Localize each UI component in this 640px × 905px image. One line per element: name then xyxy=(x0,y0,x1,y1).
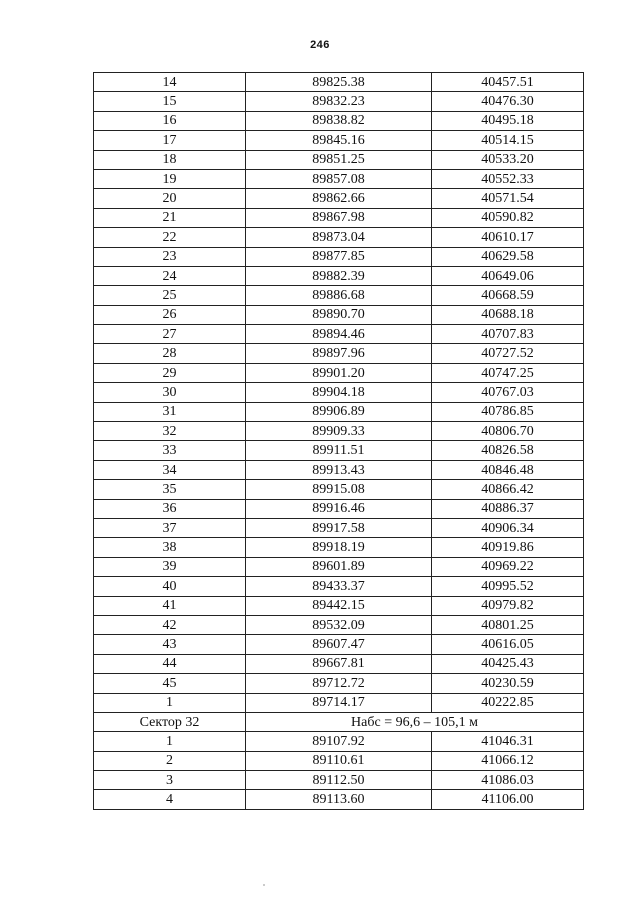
x-coordinate-cell: 89917.58 xyxy=(246,518,432,537)
x-coordinate-cell: 89886.68 xyxy=(246,286,432,305)
y-coordinate-cell: 40846.48 xyxy=(432,460,584,479)
y-coordinate-cell: 40727.52 xyxy=(432,344,584,363)
point-number-cell: 39 xyxy=(94,557,246,576)
y-coordinate-cell: 41066.12 xyxy=(432,751,584,770)
table-row xyxy=(94,266,584,285)
table-row xyxy=(94,73,584,92)
y-coordinate-cell: 40688.18 xyxy=(432,305,584,324)
y-coordinate-cell: 40571.54 xyxy=(432,189,584,208)
x-coordinate-cell: 89911.51 xyxy=(246,441,432,460)
sector-header-row xyxy=(94,712,584,731)
point-number-cell: 34 xyxy=(94,460,246,479)
point-number-cell: 33 xyxy=(94,441,246,460)
point-number-cell: 26 xyxy=(94,305,246,324)
x-coordinate-cell: 89913.43 xyxy=(246,460,432,479)
y-coordinate-cell: 40533.20 xyxy=(432,150,584,169)
point-number-cell: 36 xyxy=(94,499,246,518)
point-number-cell: 32 xyxy=(94,422,246,441)
y-coordinate-cell: 40826.58 xyxy=(432,441,584,460)
y-coordinate-cell: 40801.25 xyxy=(432,615,584,634)
x-coordinate-cell: 89916.46 xyxy=(246,499,432,518)
point-number-cell: 17 xyxy=(94,131,246,150)
x-coordinate-cell: 89904.18 xyxy=(246,383,432,402)
table-row xyxy=(94,363,584,382)
table-row xyxy=(94,131,584,150)
table-row xyxy=(94,92,584,111)
y-coordinate-cell: 40616.05 xyxy=(432,635,584,654)
table-row xyxy=(94,247,584,266)
x-coordinate-cell: 89838.82 xyxy=(246,111,432,130)
x-coordinate-cell: 89442.15 xyxy=(246,596,432,615)
table-row xyxy=(94,499,584,518)
y-coordinate-cell: 40866.42 xyxy=(432,480,584,499)
x-coordinate-cell: 89897.96 xyxy=(246,344,432,363)
point-number-cell: 30 xyxy=(94,383,246,402)
y-coordinate-cell: 40767.03 xyxy=(432,383,584,402)
table-row xyxy=(94,111,584,130)
point-number-cell: 31 xyxy=(94,402,246,421)
table-row xyxy=(94,635,584,654)
table-row xyxy=(94,228,584,247)
point-number-cell: 16 xyxy=(94,111,246,130)
y-coordinate-cell: 40969.22 xyxy=(432,557,584,576)
table-row xyxy=(94,422,584,441)
table-row xyxy=(94,538,584,557)
table-row xyxy=(94,693,584,712)
point-number-cell: 27 xyxy=(94,325,246,344)
y-coordinate-cell: 41106.00 xyxy=(432,790,584,809)
x-coordinate-cell: 89433.37 xyxy=(246,577,432,596)
y-coordinate-cell: 40476.30 xyxy=(432,92,584,111)
x-coordinate-cell: 89906.89 xyxy=(246,402,432,421)
x-coordinate-cell: 89714.17 xyxy=(246,693,432,712)
y-coordinate-cell: 40649.06 xyxy=(432,266,584,285)
point-number-cell: 15 xyxy=(94,92,246,111)
point-number-cell: 44 xyxy=(94,654,246,673)
point-number-cell: 1 xyxy=(94,732,246,751)
point-number-cell: 41 xyxy=(94,596,246,615)
y-coordinate-cell: 40995.52 xyxy=(432,577,584,596)
x-coordinate-cell: 89882.39 xyxy=(246,266,432,285)
table-row xyxy=(94,674,584,693)
x-coordinate-cell: 89601.89 xyxy=(246,557,432,576)
coordinates-table xyxy=(93,72,584,810)
x-coordinate-cell: 89112.50 xyxy=(246,771,432,790)
table-row xyxy=(94,577,584,596)
table-row xyxy=(94,654,584,673)
x-coordinate-cell: 89667.81 xyxy=(246,654,432,673)
sector-table-row xyxy=(94,790,584,809)
y-coordinate-cell: 40786.85 xyxy=(432,402,584,421)
y-coordinate-cell: 40886.37 xyxy=(432,499,584,518)
table-row xyxy=(94,286,584,305)
y-coordinate-cell: 40230.59 xyxy=(432,674,584,693)
x-coordinate-cell: 89877.85 xyxy=(246,247,432,266)
point-number-cell: 43 xyxy=(94,635,246,654)
table-row xyxy=(94,596,584,615)
x-coordinate-cell: 89851.25 xyxy=(246,150,432,169)
x-coordinate-cell: 89867.98 xyxy=(246,208,432,227)
x-coordinate-cell: 89894.46 xyxy=(246,325,432,344)
x-coordinate-cell: 89873.04 xyxy=(246,228,432,247)
x-coordinate-cell: 89862.66 xyxy=(246,189,432,208)
point-number-cell: 4 xyxy=(94,790,246,809)
y-coordinate-cell: 40806.70 xyxy=(432,422,584,441)
y-coordinate-cell: 41046.31 xyxy=(432,732,584,751)
point-number-cell: 19 xyxy=(94,169,246,188)
x-coordinate-cell: 89113.60 xyxy=(246,790,432,809)
x-coordinate-cell: 89532.09 xyxy=(246,615,432,634)
point-number-cell: 21 xyxy=(94,208,246,227)
x-coordinate-cell: 89918.19 xyxy=(246,538,432,557)
table-row xyxy=(94,615,584,634)
sector-height-note: Набс = 96,6 – 105,1 м xyxy=(246,712,584,731)
x-coordinate-cell: 89915.08 xyxy=(246,480,432,499)
y-coordinate-cell: 40590.82 xyxy=(432,208,584,227)
table-row xyxy=(94,480,584,499)
point-number-cell: 37 xyxy=(94,518,246,537)
y-coordinate-cell: 40610.17 xyxy=(432,228,584,247)
table-row xyxy=(94,150,584,169)
y-coordinate-cell: 40629.58 xyxy=(432,247,584,266)
table-row xyxy=(94,383,584,402)
table-row xyxy=(94,402,584,421)
y-coordinate-cell: 40425.43 xyxy=(432,654,584,673)
point-number-cell: 1 xyxy=(94,693,246,712)
x-coordinate-cell: 89845.16 xyxy=(246,131,432,150)
table-row xyxy=(94,344,584,363)
sector-label: Сектор 32 xyxy=(94,712,246,731)
table-row xyxy=(94,460,584,479)
table-row xyxy=(94,518,584,537)
table-row xyxy=(94,169,584,188)
point-number-cell: 29 xyxy=(94,363,246,382)
point-number-cell: 14 xyxy=(94,73,246,92)
y-coordinate-cell: 40707.83 xyxy=(432,325,584,344)
table-row xyxy=(94,189,584,208)
x-coordinate-cell: 89901.20 xyxy=(246,363,432,382)
table-row xyxy=(94,208,584,227)
sector-table-row xyxy=(94,751,584,770)
sector-table-row xyxy=(94,732,584,751)
y-coordinate-cell: 40457.51 xyxy=(432,73,584,92)
point-number-cell: 28 xyxy=(94,344,246,363)
x-coordinate-cell: 89110.61 xyxy=(246,751,432,770)
coordinates-table-body xyxy=(94,73,584,810)
point-number-cell: 45 xyxy=(94,674,246,693)
x-coordinate-cell: 89890.70 xyxy=(246,305,432,324)
y-coordinate-cell: 40747.25 xyxy=(432,363,584,382)
x-coordinate-cell: 89607.47 xyxy=(246,635,432,654)
table-row xyxy=(94,557,584,576)
point-number-cell: 40 xyxy=(94,577,246,596)
page-number: 246 xyxy=(310,39,330,51)
y-coordinate-cell: 41086.03 xyxy=(432,771,584,790)
table-row xyxy=(94,441,584,460)
x-coordinate-cell: 89107.92 xyxy=(246,732,432,751)
x-coordinate-cell: 89909.33 xyxy=(246,422,432,441)
y-coordinate-cell: 40919.86 xyxy=(432,538,584,557)
sector-table-row xyxy=(94,771,584,790)
x-coordinate-cell: 89825.38 xyxy=(246,73,432,92)
point-number-cell: 18 xyxy=(94,150,246,169)
y-coordinate-cell: 40979.82 xyxy=(432,596,584,615)
point-number-cell: 42 xyxy=(94,615,246,634)
scan-speck xyxy=(263,884,265,886)
y-coordinate-cell: 40668.59 xyxy=(432,286,584,305)
x-coordinate-cell: 89712.72 xyxy=(246,674,432,693)
y-coordinate-cell: 40552.33 xyxy=(432,169,584,188)
point-number-cell: 22 xyxy=(94,228,246,247)
point-number-cell: 23 xyxy=(94,247,246,266)
table-row xyxy=(94,305,584,324)
point-number-cell: 20 xyxy=(94,189,246,208)
point-number-cell: 3 xyxy=(94,771,246,790)
y-coordinate-cell: 40514.15 xyxy=(432,131,584,150)
point-number-cell: 25 xyxy=(94,286,246,305)
table-row xyxy=(94,325,584,344)
y-coordinate-cell: 40222.85 xyxy=(432,693,584,712)
point-number-cell: 24 xyxy=(94,266,246,285)
point-number-cell: 35 xyxy=(94,480,246,499)
y-coordinate-cell: 40495.18 xyxy=(432,111,584,130)
y-coordinate-cell: 40906.34 xyxy=(432,518,584,537)
point-number-cell: 38 xyxy=(94,538,246,557)
x-coordinate-cell: 89832.23 xyxy=(246,92,432,111)
x-coordinate-cell: 89857.08 xyxy=(246,169,432,188)
point-number-cell: 2 xyxy=(94,751,246,770)
